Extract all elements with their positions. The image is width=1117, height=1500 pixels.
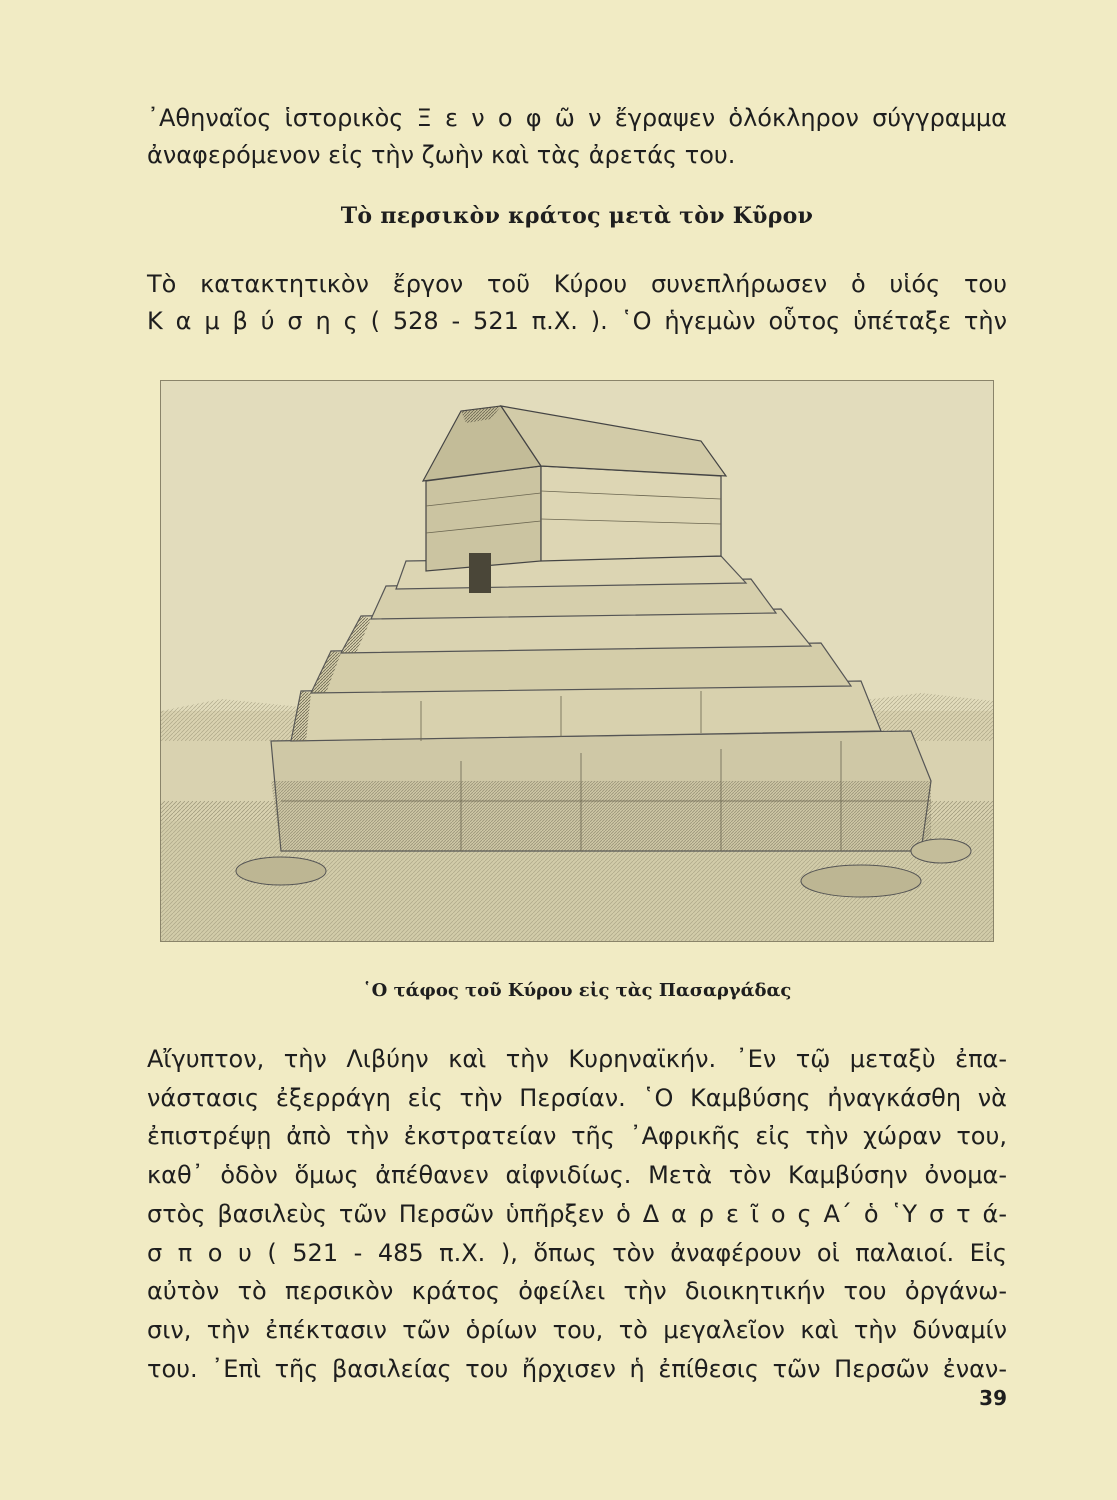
page-number: 39	[979, 1386, 1007, 1410]
section-heading: Τὸ περσικὸν κράτος μετὰ τὸν Κῦρον	[340, 203, 814, 229]
paragraph-bottom	[147, 1040, 1007, 1388]
text-line: καθ᾿ ὁδὸν ὅμως ἀπέθανεν αἰφνιδίως. Μετὰ τὸν Καμβύσην ὀνομα-	[147, 1161, 1007, 1190]
text-line: ἀναφερόμενον εἰς τὴν ζωὴν καὶ τὰς ἀρετάς του.	[147, 141, 736, 169]
text-line: Τὸ κατακτητικὸν ἔργον τοῦ Κύρου συνεπλήρωσεν ὁ υἱός του	[147, 270, 1007, 298]
figure-caption: ῾Ο τάφος τοῦ Κύρου εἰς τὰς Πασαργάδας	[362, 980, 792, 1001]
paragraph-second	[147, 266, 1007, 340]
tomb-engraving	[161, 381, 993, 941]
text-line: του. ᾿Επὶ τῆς βασιλείας του ἤρχισεν ἡ ἐπίθεσις τῶν Περσῶν ἐναν-	[147, 1354, 1007, 1383]
text-line: σιν, τὴν ἐπέκτασιν τῶν ὁρίων του, τὸ μεγαλεῖον καὶ τὴν δύναμίν	[147, 1315, 1007, 1344]
paragraph-top	[147, 100, 1007, 174]
text-line: Αἴγυπτον, τὴν Λιβύην καὶ τὴν Κυρηναϊκήν. ᾿Εν τῷ μεταξὺ ἐπα-	[147, 1045, 1007, 1073]
text-line: ᾿Αθηναῖος ἱστορικὸς Ξ ε ν ο φ ῶ ν ἔγραψεν ὁλόκληρον σύγγραμμα	[147, 104, 1007, 132]
text-line: στὸς βασιλεὺς τῶν Περσῶν ὑπῆρξεν ὁ Δ α ρ ε ῖ ο ς Α΄ ὁ ῾Υ σ τ ά-	[147, 1199, 1007, 1228]
text-line: σ π ο υ ( 521 - 485 π.Χ. ), ὅπως τὸν ἀναφέρουν οἱ παλαιοί. Εἰς	[147, 1238, 1007, 1267]
text-line: Κ α μ β ύ σ η ς ( 528 - 521 π.Χ. ). ῾Ο ἡγεμὼν οὗτος ὑπέταξε τὴν	[147, 307, 1007, 335]
tomb-illustration	[160, 380, 994, 942]
text-line: νάστασις ἐξερράγη εἰς τὴν Περσίαν. ῾Ο Καμβύσης ἠναγκάσθη νὰ	[147, 1083, 1007, 1112]
text-line: αὐτὸν τὸ περσικὸν κράτος ὀφείλει τὴν διοικητικήν του ὀργάνω-	[147, 1277, 1007, 1306]
text-line: ἐπιστρέψῃ ἀπὸ τὴν ἐκστρατείαν τῆς ᾿Αφρικῆς εἰς τὴν χώραν του,	[147, 1122, 1007, 1151]
